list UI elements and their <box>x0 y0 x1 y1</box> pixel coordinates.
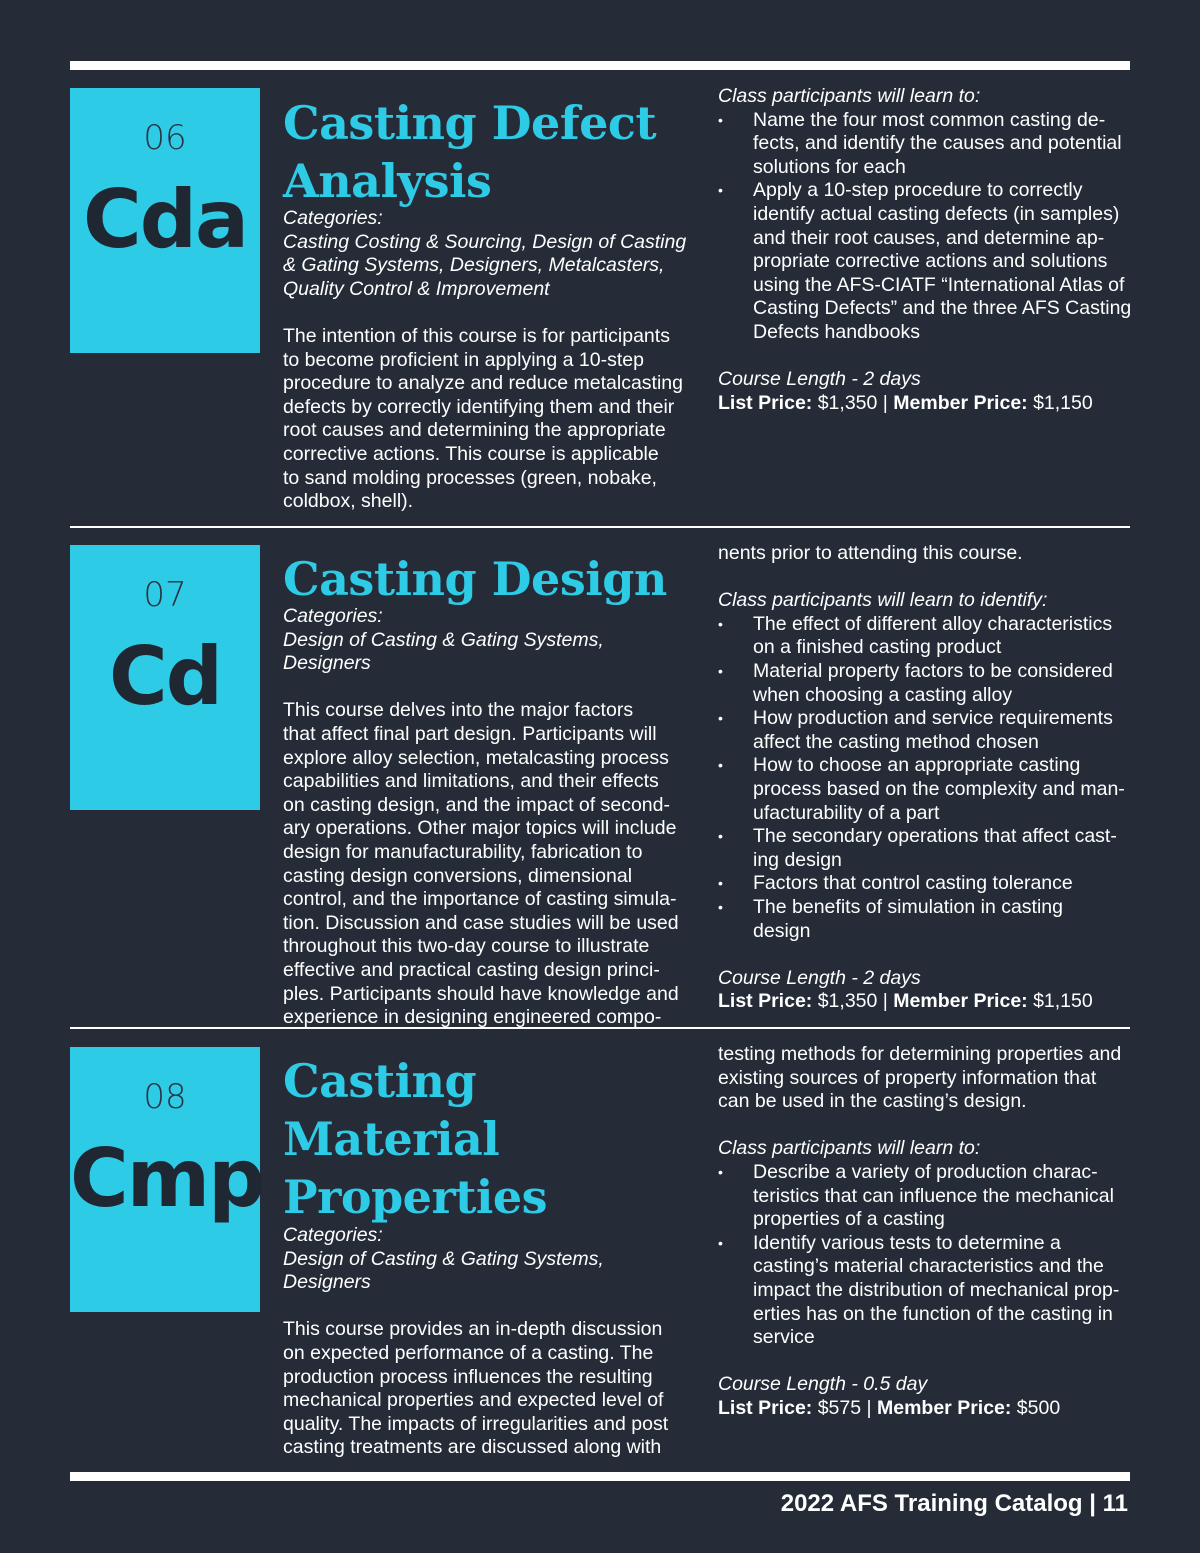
list-item: • The secondary operations that affect cast- ing design <box>718 825 1133 872</box>
course-title: Casting Material Properties <box>283 1054 548 1224</box>
course-length: Course Length - 0.5 day <box>718 1373 928 1396</box>
course-tile <box>70 545 260 810</box>
list-item: • Identify various tests to determine a casting’s material characteristics and the impact the distribution of mechanical prop- erties has on the function of the casting in service <box>718 1232 1133 1350</box>
categories-list: Casting Costing & Sourcing, Design of Casting & Gating Systems, Designers, Metalcasters, Quality Control & Improvement <box>283 230 687 300</box>
top-rule <box>70 61 1130 70</box>
section-divider <box>70 526 1130 528</box>
list-item: • How production and service requirements affect the casting method chosen <box>718 707 1133 754</box>
course-outcomes <box>718 542 1133 1014</box>
categories-label: Categories: <box>283 605 383 627</box>
course-tile <box>70 88 260 353</box>
categories-label: Categories: <box>283 1224 383 1246</box>
list-item: • How to choose an appropriate casting process based on the complexity and man- ufacturability of a part <box>718 754 1133 825</box>
course-number: 07 <box>143 575 187 615</box>
course-symbol: Cmp <box>70 1132 264 1225</box>
course-number: 06 <box>143 118 187 158</box>
course-tile <box>70 1047 264 1312</box>
learn-list <box>718 1161 1133 1350</box>
list-item: • Name the four most common casting de- fects, and identify the causes and potential solutions for each <box>718 109 1133 180</box>
course-symbol: Cda <box>83 173 247 266</box>
course-description: This course delves into the major factors that affect final part design. Participants will explore alloy selection, metalcasting process capabilities and limitations, and their effects on casting design, and the impact of second- ary operations. Other major topics will include design for manufacturability, fabrication to casting design conversions, dimensional control, and the importance of casting simula- tion. Discussion and case studies will be used throughout this two-day course to illustrate effective and practical casting design princi- ples. Participants should have knowledge and experience in designing engineered compo- <box>283 699 679 1029</box>
course-details <box>283 605 693 1030</box>
description-continued: nents prior to attending this course. <box>718 542 1023 564</box>
course-title: Casting Defect Analysis <box>283 96 657 208</box>
list-item: • Apply a 10-step procedure to correctly identify actual casting defects (in samples) and their root causes, and determine ap- propriate corrective actions and solutions using the AFS-CIATF “International Atlas of Casting Defects” and the three AFS Casting Defects handbooks <box>718 179 1133 344</box>
course-description: This course provides an in-depth discussion on expected performance of a casting. The production process influences the resulting mechanical properties and expected level of quality. The impacts of irregularities and post casting treatments are discussed along with <box>283 1318 669 1459</box>
categories-label: Categories: <box>283 207 383 229</box>
course-description: The intention of this course is for participants to become proficient in applying a 10-step procedure to analyze and reduce metalcasting defects by correctly identifying them and their root causes and determining the appropriate corrective actions. This course is applicable to sand molding processes (green, nobake, coldbox, shell). <box>283 324 683 513</box>
bottom-rule <box>70 1472 1130 1481</box>
categories-list: Design of Casting & Gating Systems, Designers <box>283 628 604 675</box>
categories-list: Design of Casting & Gating Systems, Designers <box>283 1247 604 1294</box>
list-item: • The effect of different alloy characteristics on a finished casting product <box>718 613 1133 660</box>
learn-intro: Class participants will learn to: <box>718 85 981 107</box>
course-outcomes <box>718 1043 1133 1421</box>
price-line: List Price: $1,350 | Member Price: $1,150 <box>718 990 1093 1013</box>
learn-intro: Class participants will learn to identify: <box>718 589 1048 612</box>
course-number: 08 <box>143 1077 187 1117</box>
list-item: • Material property factors to be considered when choosing a casting alloy <box>718 660 1133 707</box>
course-symbol: Cd <box>109 630 221 723</box>
course-title: Casting Design <box>283 552 667 606</box>
list-item: • Factors that control casting tolerance <box>718 872 1133 896</box>
course-length: Course Length - 2 days <box>718 368 921 391</box>
page-footer: 2022 AFS Training Catalog | 11 <box>780 1490 1128 1517</box>
learn-intro: Class participants will learn to: <box>718 1137 981 1160</box>
description-continued: testing methods for determining properties and existing sources of property information that can be used in the casting’s design. <box>718 1043 1122 1113</box>
price-line: List Price: $575 | Member Price: $500 <box>718 1396 1061 1419</box>
course-length: Course Length - 2 days <box>718 966 921 989</box>
list-item: • The benefits of simulation in casting design <box>718 896 1133 943</box>
price-line: List Price: $1,350 | Member Price: $1,150 <box>718 391 1093 414</box>
learn-list <box>718 613 1133 943</box>
course-details <box>283 207 693 514</box>
list-item: • Describe a variety of production charac- teristics that can influence the mechanical properties of a casting <box>718 1161 1133 1232</box>
course-details <box>283 1224 693 1460</box>
course-outcomes <box>718 85 1133 415</box>
learn-list <box>718 109 1133 345</box>
